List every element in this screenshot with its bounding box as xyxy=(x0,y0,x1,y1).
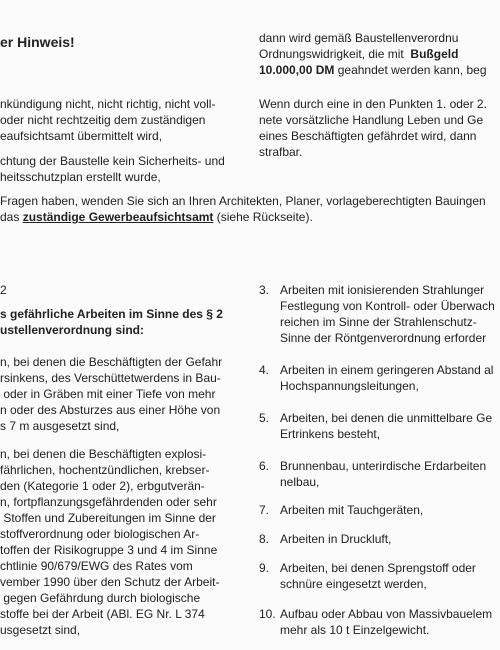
left-notice-line-3: eaufsichtsamt übermittelt wird, xyxy=(0,129,163,143)
left-item-2-line-2: fährlichen, hochentzündlichen, krebser- xyxy=(0,463,210,477)
left-item-2-line-9: vember 1990 über den Schutz der Arbeit- xyxy=(0,575,220,589)
right-item-10-line-1: Aufbau oder Abbau von Massivbauelem xyxy=(280,607,493,621)
right-item-3-line-1: Arbeiten mit ionisierenden Strahlunger xyxy=(280,283,485,297)
right-item-9-number: 9. xyxy=(259,561,270,575)
right-top-line-2: Ordnungswidrigkeit, die mit Bußgeld xyxy=(259,47,459,61)
right-item-10-line-2: mehr als 10 t Einzelgewicht. xyxy=(280,623,430,637)
right-item-3-line-4: Sinne der Röntgenverordnung erforder xyxy=(280,331,487,345)
left-item-1-line-4: n oder des Absturzes aus einer Höhe von xyxy=(0,403,221,417)
right-item-4-number: 4. xyxy=(259,363,270,377)
right-top-line-1: dann wird gemäß Baustellenverordnu xyxy=(259,31,459,45)
left-notice2-line-2: heitsschutzplan erstellt wurde, xyxy=(0,170,161,184)
left-item-2-line-1: n, bei denen die Beschäftigten explosi- xyxy=(0,447,207,461)
left-item-1-line-1: n, bei denen die Beschäftigten der Gefahr xyxy=(0,355,223,369)
right-item-5-number: 5. xyxy=(259,411,270,425)
questions-line-2: das zuständige Gewerbeaufsichtsamt (siehe Rückseite). xyxy=(0,210,313,224)
right-item-6-line-2: nelbau, xyxy=(280,475,320,489)
left-item-2-line-5: Stoffen und Zubereitungen im Sinne der xyxy=(0,511,216,525)
right-notice-line-2: nete vorsätzliche Handlung Leben und Ge xyxy=(259,113,484,127)
right-item-3-number: 3. xyxy=(259,283,270,297)
page-title: er Hinweis! xyxy=(0,34,75,50)
gewerbeaufsichtsamt-link[interactable]: zuständige Gewerbeaufsichtsamt xyxy=(22,210,214,224)
right-item-8-line-1: Arbeiten in Druckluft, xyxy=(280,532,392,546)
right-top-line-3: 10.000,00 DM geahndet werden kann, beg xyxy=(259,63,487,77)
right-notice-line-4: strafbar. xyxy=(259,145,303,159)
left-item-2-line-7: toffen der Risikogruppe 3 und 4 im Sinne xyxy=(0,543,218,557)
right-item-6-line-1: Brunnenbau, unterirdische Erdarbeiten xyxy=(280,459,487,473)
right-item-3-line-2: Festlegung von Kontroll- oder Überwach xyxy=(280,299,495,313)
left-item-2-line-8: chtlinie 90/679/EWG des Rates vom xyxy=(0,559,193,573)
section-number: 2 xyxy=(0,283,7,297)
right-notice-line-1: Wenn durch eine in den Punkten 1. oder 2. xyxy=(259,97,487,111)
right-item-4-line-1: Arbeiten in einem geringeren Abstand al xyxy=(280,363,494,377)
left-item-2-line-12: usgesetzt sind, xyxy=(0,623,81,637)
right-item-4-line-2: Hochspannungsleitungen, xyxy=(280,379,419,393)
left-item-2-line-3: den (Kategorie 1 oder 2), erbgutverän- xyxy=(0,479,205,493)
section-heading-line-2: ustellenverordnung sind: xyxy=(0,323,145,337)
left-notice-line-2: oder nicht rechtzeitig dem zuständigen xyxy=(0,113,206,127)
bussgeld-text: Bußgeld xyxy=(410,47,459,61)
right-item-6-number: 6. xyxy=(259,459,270,473)
left-item-2-line-11: stoffe bei der Arbeit (ABl. EG Nr. L 374 xyxy=(0,607,205,621)
questions-line-1: Fragen haben, wenden Sie sich an Ihren Architekten, Planer, vorlageberechtigten Bauingen xyxy=(0,194,486,208)
right-item-7-number: 7. xyxy=(259,503,270,517)
left-item-2-line-6: stoffverordnung oder biologischen Ar- xyxy=(0,527,200,541)
left-notice2-line-1: chtung der Baustelle kein Sicherheits- und xyxy=(0,154,225,168)
right-item-5-line-2: Ertrinkens besteht, xyxy=(280,427,381,441)
amount-text: 10.000,00 DM xyxy=(259,63,335,77)
left-item-1-line-2: rsinkens, des Verschüttetwerdens in Bau- xyxy=(0,371,221,385)
left-item-1-line-5: s 7 m ausgesetzt sind, xyxy=(0,419,120,433)
right-item-8-number: 8. xyxy=(259,532,270,546)
left-item-2-line-10: gegen Gefährdung durch biologische xyxy=(0,591,201,605)
left-item-1-line-3: oder in Gräben mit einer Tiefe von mehr xyxy=(0,387,216,401)
left-notice-line-1: nkündigung nicht, nicht richtig, nicht voll- xyxy=(0,97,216,111)
right-item-3-line-3: reichen im Sinne der Strahlenschutz- xyxy=(280,315,477,329)
left-item-2-line-4: n, fortpflanzungsgefährdenden oder sehr xyxy=(0,495,217,509)
section-heading-line-1: s gefährliche Arbeiten im Sinne des § 2 xyxy=(0,307,223,321)
right-item-9-line-2: schnüre eingesetzt werden, xyxy=(280,577,427,591)
right-item-5-line-1: Arbeiten, bei denen die unmittelbare Ge xyxy=(280,411,493,425)
right-notice-line-3: eines Beschäftigten gefährdet wird, dann xyxy=(259,129,477,143)
right-item-7-line-1: Arbeiten mit Tauchgeräten, xyxy=(280,503,424,517)
right-item-10-number: 10. xyxy=(259,607,276,621)
right-item-9-line-1: Arbeiten, bei denen Sprengstoff oder xyxy=(280,561,476,575)
